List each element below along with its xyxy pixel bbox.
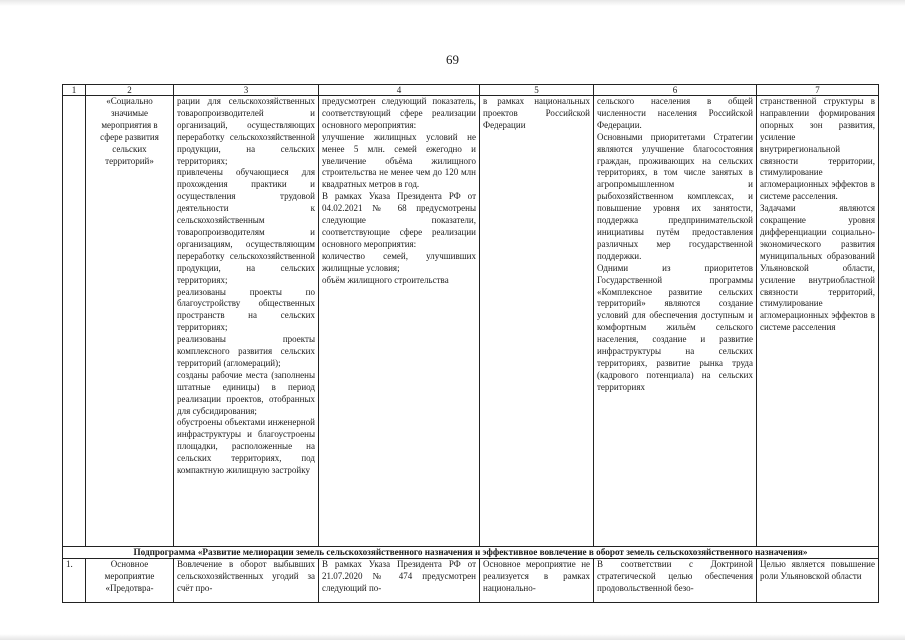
- subprogram-row: [63, 547, 879, 559]
- column-number: 1: [63, 85, 86, 96]
- indicators-cell: [319, 96, 480, 547]
- results-cell: [174, 559, 319, 603]
- column-number: 5: [480, 85, 594, 96]
- scan-edge-bottom: [0, 634, 905, 640]
- results-cell: [174, 96, 319, 547]
- national-projects-text: Основное мероприятие не реализуется в рамках национально-: [483, 559, 590, 593]
- row-number-cell: [63, 96, 86, 547]
- regional-goals-text: странственной структуры в направлении формирования опорных зон развития, усиление внутрирегиональной связности территории, стимулирование агломерационных эффектов в системе расселения. Задачами являются сокращение уровня дифференциации социально-экономического развития муниципальных образований Ульяновской области, усиление внутриобластной связности территорий, стимулирование агломерационных эффектов в системе расселения: [760, 96, 875, 333]
- national-projects-cell: [480, 96, 594, 547]
- strategy-priorities-text: сельского населения в общей численности населения Российской Федерации. Основными приоритетами Стратегии являются улучшение благосостояния граждан, проживающих на сельских территориях, в том числе занятых в агропромышленном и рыбохозяйственном комплексах, и повышение уровня их занятости, поддержка предпринимательской инициативы путём предоставления различных мер государственной поддержки. Одними из приоритетов Государственной программы «Комплексное развитие сельских территорий» являются создание условий для обеспечения доступным и комфортным жильём сельского населения, создание и развитие инфраструктуры на сельских территориях, развитие рынка труда (кадрового потенциала) на сельских территориях: [597, 96, 753, 392]
- row-number-cell: [63, 559, 86, 603]
- activity-name: Основное мероприятие «Предотвра-: [104, 559, 155, 593]
- column-number: 7: [757, 85, 879, 96]
- national-projects-cell: [480, 559, 594, 603]
- indicators-text: предусмотрен следующий показатель, соответствующий сфере реализации основного мероприятия: улучшение жилищных условий не менее 5 млн. семей ежегодно и увеличение объёма жилищного строительства не менее чем до 120 млн квадратных метров в год. В рамках Указа Президента РФ от 04.02.2021 № 68 предусмотрены следующие показатели, соответствующие сфере реализации основного мероприятия: количество семей, улучшивших жилищные условия; объём жилищного строительства: [322, 96, 476, 285]
- subprogram-title: Подпрограмма «Развитие мелиорации земель сельскохозяйственного назначения и эффективное вовлечение в оборот земель сельскохозяйственного назначения»: [63, 547, 879, 559]
- national-projects-text: в рамках национальных проектов Российской Федерации: [483, 96, 590, 130]
- results-text: Вовлечение в оборот выбывших сельскохозяйственных угодий за счёт про-: [177, 559, 315, 593]
- row-number: 1.: [66, 559, 73, 569]
- table-row: [63, 559, 879, 603]
- activity-name-cell: [86, 96, 174, 547]
- column-number: 6: [594, 85, 757, 96]
- page-number: 69: [446, 52, 459, 67]
- regional-goals-text: Целью является повышение роли Ульяновской области: [760, 559, 875, 581]
- table-row: [63, 96, 879, 547]
- column-number: 4: [319, 85, 480, 96]
- strategy-priorities-cell: [594, 559, 757, 603]
- column-number-row: [63, 85, 879, 96]
- indicators-text: В рамках Указа Президента РФ от 21.07.2020 № 474 предусмотрен следующий по-: [322, 559, 476, 593]
- strategy-priorities-cell: [594, 96, 757, 547]
- document-table: [62, 84, 879, 603]
- indicators-cell: [319, 559, 480, 603]
- column-number: 3: [174, 85, 319, 96]
- results-text: рации для сельскохозяйственных товаропроизводителей и организаций, осуществляющих переработку сельскохозяйственной продукции, на сельских территориях; привлечены обучающиеся для прохождения практики и осуществления трудовой деятельности к сельскохозяйственным товаропроизводителям и организациям, осуществляющим переработку сельскохозяйственной продукции, на сельских территориях; реализованы проекты по благоустройству общественных пространств на сельских территориях; реализованы проекты комплексного развития сельских территорий (агломераций); созданы рабочие места (заполнены штатные единицы) в период реализации проектов, отобранных для субсидирования; обустроены объектами инженерной инфраструктуры и благоустроены площадки, расположенные на сельских территориях, под компактную жилищную застройку: [177, 96, 315, 476]
- scan-edge-top: [0, 0, 905, 6]
- strategy-priorities-text: В соответствии с Доктриной стратегической целью обеспечения продовольственной безо-: [597, 559, 753, 593]
- activity-name-cell: [86, 559, 174, 603]
- activity-name: «Социально значимые мероприятия в сфере развития сельских территорий»: [100, 96, 159, 166]
- regional-goals-cell: [757, 96, 879, 547]
- column-number: 2: [86, 85, 174, 96]
- regional-goals-cell: [757, 559, 879, 603]
